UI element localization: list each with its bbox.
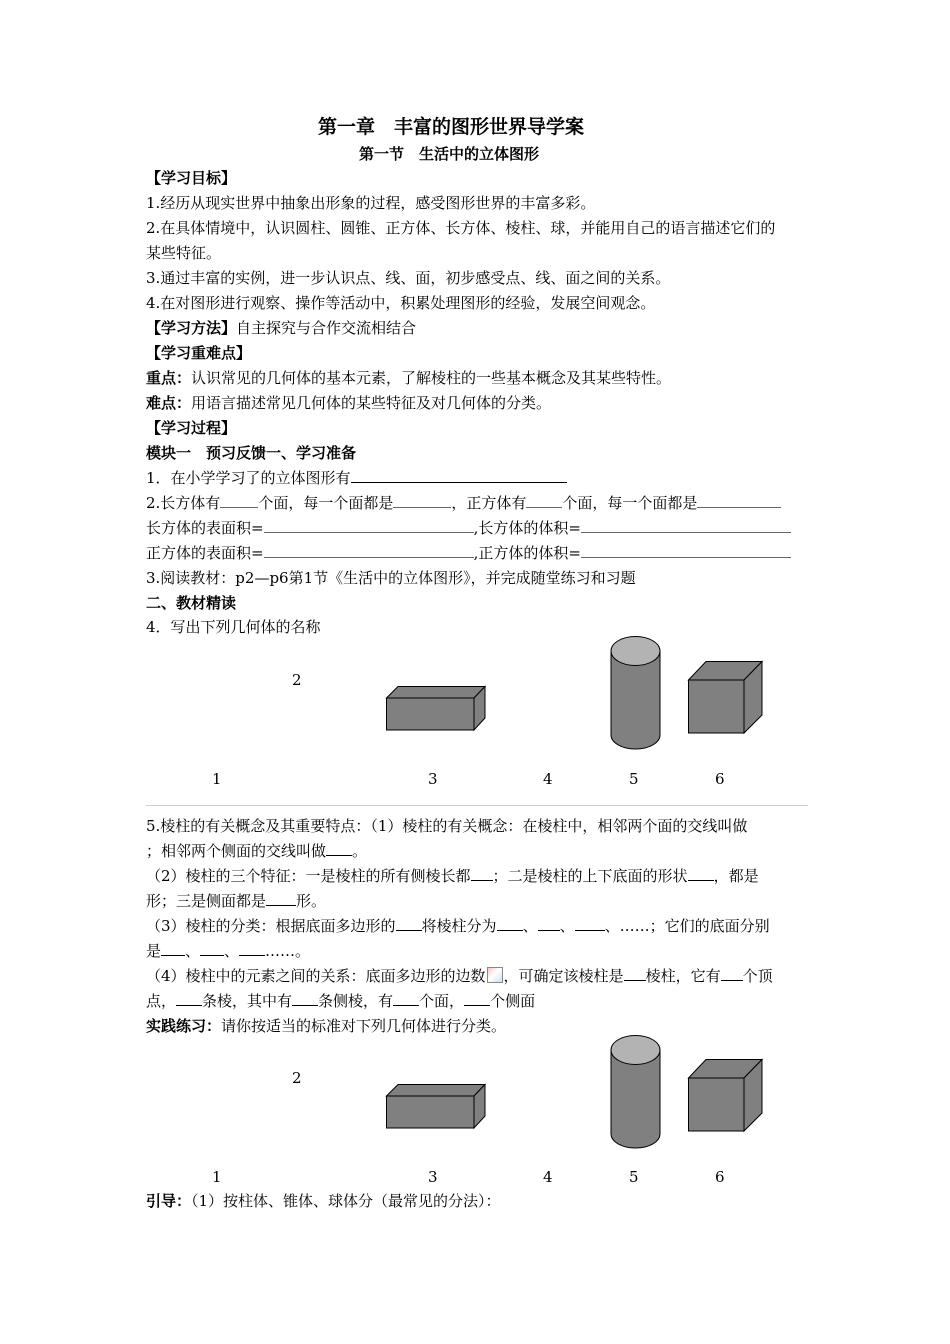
figure-label-4: 4 [543,1168,553,1186]
embedded-image-icon [487,967,503,983]
objective-1: 1.经历从现实世界中抽象出形象的过程，感受图形世界的丰富多彩。 [146,194,596,212]
guide-label: 引导： [146,1192,192,1210]
method-heading: 【学习方法】 [146,319,237,337]
prism-text: 、 [522,917,538,935]
method-line [146,318,416,338]
figure-label-5: 5 [629,770,639,788]
key-text: 认识常见的几何体的基本元素，了解棱柱的一些基本概念及其某些特性。 [191,369,672,387]
answer-blank[interactable] [264,518,474,533]
key-label: 重点： [146,369,192,387]
process-heading: 【学习过程】 [146,419,237,437]
prism-text: 、 [185,942,201,960]
objective-4: 4.在对图形进行观察、操作等活动中，积累处理图形的经验，发展空间观念。 [146,294,656,312]
page-title: 第一章 丰富的图形世界导学案 [318,116,585,138]
cuboid-formula-line [146,518,791,538]
question-3: 3.阅读教材：p2—p6第1节《生活中的立体图形》，并完成随堂练习和习题 [146,569,636,587]
prism-text: 。 [352,842,368,860]
practice-line [146,1016,506,1036]
answer-blank[interactable] [393,493,451,508]
prism-text: 、 [224,942,240,960]
answer-blank[interactable] [575,916,605,931]
cube-shape [688,1059,764,1133]
cube-area-label: 正方体的表面积= [146,544,264,562]
answer-blank[interactable] [624,966,646,981]
figure-label-1: 1 [212,770,222,788]
prism-line-5 [146,916,770,936]
objective-2: 2.在具体情境中，认识圆柱、圆锥、正方体、长方体、棱柱、球，并能用自己的语言描述它们的 [146,219,776,237]
answer-blank[interactable] [497,916,523,931]
answer-blank[interactable] [526,493,562,508]
figure-label-1: 1 [212,1168,222,1186]
prism-line-1: 5.棱柱的有关概念及其重要特点：（1）棱柱的有关概念：在棱柱中，相邻两个面的交线叫做 [146,817,748,835]
page-subtitle: 第一节 生活中的立体图形 [359,145,540,163]
question-2 [146,493,781,513]
prism-line-7 [146,966,773,986]
prism-text: 、 [559,917,575,935]
figure-label-6: 6 [715,1168,725,1186]
answer-blank[interactable] [538,916,560,931]
practice-text: 请你按适当的标准对下列几何体进行分类。 [221,1017,507,1035]
figure-label-3: 3 [428,1168,438,1186]
objectives-heading: 【学习目标】 [146,169,237,187]
answer-blank[interactable] [464,991,490,1006]
cylinder-shape [610,635,662,751]
prism-line-6 [146,941,310,961]
answer-blank[interactable] [264,543,474,558]
prism-text: 个面， [419,992,465,1010]
prism-line-4 [146,891,326,911]
answer-blank[interactable] [266,891,296,906]
method-text: 自主探究与合作交流相结合 [236,319,417,337]
cuboid-shape [386,1084,488,1130]
answer-blank[interactable] [292,991,318,1006]
question-1 [146,468,567,488]
prism-text: 条侧棱，有 [318,992,394,1010]
keypoints-heading: 【学习重难点】 [146,344,252,362]
answer-blank[interactable] [176,991,202,1006]
question-1-text: 1．在小学学习了的立体图形有 [146,469,351,487]
answer-blank[interactable] [581,518,791,533]
cube-formula-line [146,543,791,563]
cube-shape [688,661,764,735]
figure-label-2: 2 [292,671,302,689]
section-2-heading: 二、教材精读 [146,594,237,612]
prism-text: 条棱，其中有 [202,992,293,1010]
answer-blank[interactable] [220,493,258,508]
practice-label: 实践练习： [146,1017,222,1035]
answer-blank[interactable] [393,991,419,1006]
answer-blank[interactable] [239,941,265,956]
answer-blank[interactable] [351,468,567,483]
question-2-text-c: ，正方体有 [451,494,527,512]
figure-label-4: 4 [543,770,553,788]
prism-text: 、……；它们的底面分别 [604,917,770,935]
figure-label-3: 3 [428,770,438,788]
prism-line-8 [146,991,535,1011]
figure-label-6: 6 [715,770,725,788]
prism-text: ，都是 [713,867,759,885]
prism-text: 个顶 [742,967,773,985]
question-4: 4．写出下列几何体的名称 [146,618,321,636]
answer-blank[interactable] [326,841,352,856]
figure-label-5: 5 [629,1168,639,1186]
prism-line-3 [146,866,759,886]
prism-line-2 [146,841,367,861]
cylinder-shape [610,1034,662,1150]
answer-blank[interactable] [396,916,422,931]
hard-line [146,393,551,413]
prism-text: （2）棱柱的三个特征：一是棱柱的所有侧棱长都 [146,867,471,885]
question-2-text-b: 个面，每一个面都是 [258,494,394,512]
answer-blank[interactable] [721,966,743,981]
answer-blank[interactable] [697,493,781,508]
answer-blank[interactable] [581,543,791,558]
objective-3: 3.通过丰富的实例，进一步认识点、线、面，初步感受点、线、面之间的关系。 [146,269,671,287]
cuboid-volume-label: ,长方体的体积= [473,519,581,537]
module1-heading: 模块一 预习反馈一、学习准备 [146,444,357,462]
question-2-text-a: 2.长方体有 [146,494,221,512]
prism-text: 个侧面 [490,992,536,1010]
question-2-text-d: 个面，每一个面都是 [562,494,698,512]
figure-label-2: 2 [292,1069,302,1087]
hard-label: 难点： [146,394,192,412]
divider-line [146,805,808,806]
prism-text: （3）棱柱的分类：根据底面多边形的 [146,917,396,935]
guide-line [146,1191,501,1211]
answer-blank[interactable] [471,866,493,881]
guide-text: （1）按柱体、锥体、球体分（最常见的分法）： [191,1192,501,1210]
prism-text: ；相邻两个侧面的交线叫做 [146,842,327,860]
answer-blank[interactable] [200,941,224,956]
prism-text: 将棱柱分为 [421,917,497,935]
prism-text: （4）棱柱中的元素之间的关系：底面多边形的边数 [146,967,486,985]
cuboid-shape [386,686,488,732]
hard-text: 用语言描述常见几何体的某些特征及对几何体的分类。 [191,394,552,412]
prism-text: 是 [146,942,162,960]
cuboid-area-label: 长方体的表面积= [146,519,264,537]
prism-text: ，可确定该棱柱是 [503,967,624,985]
prism-text: ；二是棱柱的上下底面的形状 [492,867,688,885]
prism-text: 形。 [296,892,327,910]
prism-text: 形；三是侧面都是 [146,892,267,910]
prism-text: 棱柱，它有 [645,967,721,985]
objective-2-cont: 某些特征。 [146,244,222,262]
prism-text: ……。 [265,942,311,960]
prism-text: 点， [146,992,177,1010]
cube-volume-label: ,正方体的体积= [473,544,581,562]
answer-blank[interactable] [688,866,714,881]
key-line [146,368,671,388]
answer-blank[interactable] [161,941,185,956]
